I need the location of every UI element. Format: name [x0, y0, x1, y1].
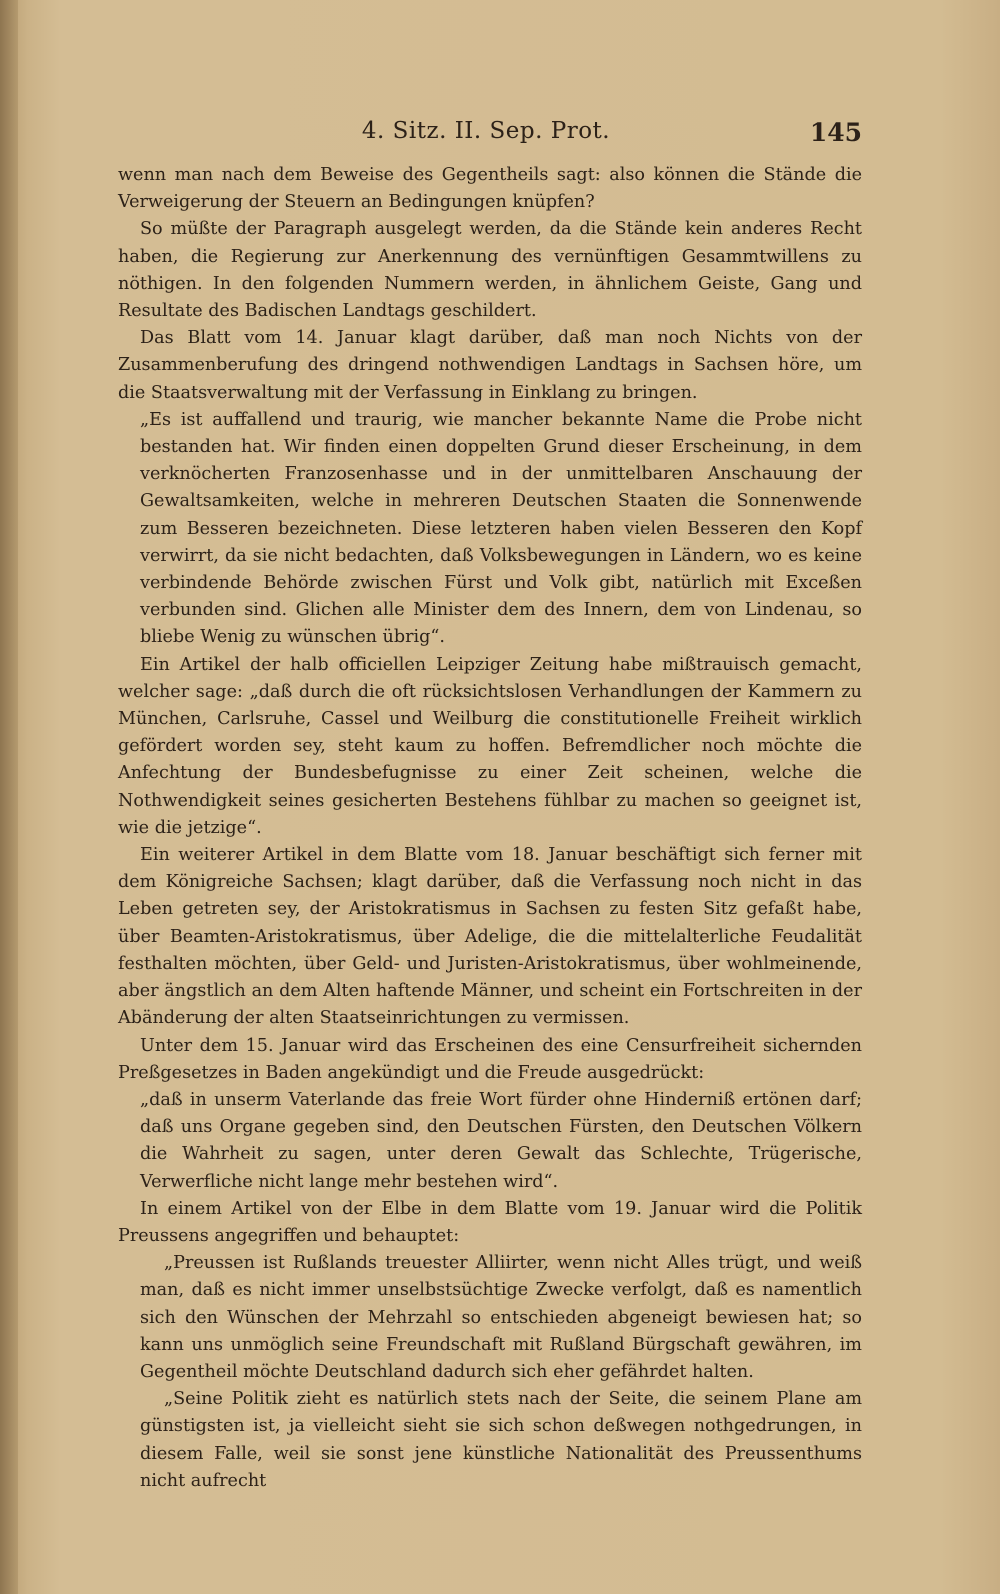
quotation-block: „Preussen ist Rußlands treuester Alliirter, wenn nicht Alles trügt, und weiß man, daß es nicht immer unselbstsüchtige Zwecke verfolgt, daß es namentlich sich den Wünschen der Mehrzahl so entschieden abgeneigt bewiesen hat; so kann uns unmöglich seine Freundschaft mit Rußland Bürgschaft gewähren, im Gegentheil möchte Deutschland dadurch sich eher gefährdet halten.: [140, 1253, 862, 1382]
page-body: [118, 162, 862, 1495]
quotation-block: „Seine Politik zieht es natürlich stets nach der Seite, die seinem Plane am günstigsten ist, ja vielleicht sieht sie sich schon deßwegen nothgedrungen, in diesem Falle, weil sie sonst jene künstliche Nationalität des Preussenthums nicht aufrecht: [140, 1389, 862, 1491]
paragraph: In einem Artikel von der Elbe in dem Blatte vom 19. Januar wird die Politik Preussens angegriffen und behauptet:: [118, 1198, 862, 1246]
paragraph: So müßte der Paragraph ausgelegt werden, da die Stände kein anderes Recht haben, die Regierung zur Anerkennung des vernünftigen Gesammtwillens zu nöthigen. In den folgenden Nummern werden, in ähnlichem Geiste, Gang und Resultate des Badischen Landtags geschildert.: [118, 219, 862, 322]
paragraph-continuation: wenn man nach dem Beweise des Gegentheils sagt: also können die Stände die Verweigerung der Steuern an Bedingungen knüpfen?: [118, 165, 862, 213]
paragraph: Das Blatt vom 14. Januar klagt darüber, daß man noch Nichts von der Zusammenberufung des dringend nothwendigen Landtags in Sachsen höre, um die Staatsverwaltung mit der Verfassung in Einklang zu bringen.: [118, 328, 862, 403]
quotation-block: „daß in unserm Vaterlande das freie Wort fürder ohne Hinderniß ertönen darf; daß uns Organe gegeben sind, den Deutschen Fürsten, den Deutschen Völkern die Wahrheit zu sagen, unter deren Gewalt das Schlechte, Trügerische, Verwerfliche nicht lange mehr bestehen wird“.: [140, 1089, 862, 1192]
paragraph: Unter dem 15. Januar wird das Erscheinen des eine Censurfreiheit sichernden Preßgesetzes in Baden angekündigt und die Freude ausgedrückt:: [118, 1035, 862, 1083]
page-number: 145: [809, 118, 862, 147]
running-head: 4. Sitz. II. Sep. Prot.: [361, 118, 611, 144]
page-header: [110, 118, 862, 152]
paragraph: Ein weiterer Artikel in dem Blatte vom 18. Januar beschäftigt sich ferner mit dem Königreiche Sachsen; klagt darüber, daß die Verfassung noch nicht in das Leben getreten sey, der Aristokratismus in Sachsen zu festen Sitz gefaßt habe, über Beamten-Aristokratismus, über Adelige, die die mittelalterliche Feudalität festhalten möchten, über Geld- und Juristen-Aristokratismus, über wohlmeinende, aber ängstlich an dem Alten haftende Männer, und scheint ein Fortschreiten in der Abänderung der alten Staatseinrichtungen zu vermissen.: [118, 845, 862, 1029]
quotation-block: „Es ist auffallend und traurig, wie mancher bekannte Name die Probe nicht bestanden hat. Wir finden einen doppelten Grund dieser Erscheinung, in dem verknöcherten Franzosenhasse und in der unmittelbaren Anschauung der Gewaltsamkeiten, welche in mehreren Deutschen Staaten die Sonnenwende zum Besseren bezeichneten. Diese letzteren haben vielen Besseren den Kopf verwirrt, da sie nicht bedachten, daß Volksbewegungen in Ländern, wo es keine verbindende Behörde zwischen Fürst und Volk gibt, natürlich mit Exceßen verbunden sind. Glichen alle Minister dem des Innern, dem von Lindenau, so bliebe Wenig zu wünschen übrig“.: [140, 409, 862, 648]
paragraph: Ein Artikel der halb officiellen Leipziger Zeitung habe mißtrauisch gemacht, welcher sage: „daß durch die oft rücksichtslosen Verhandlungen der Kammern zu München, Carlsruhe, Cassel und Weilburg die constitutionelle Freiheit wirklich gefördert worden sey, steht kaum zu hoffen. Befremdlicher noch möchte die Anfechtung der Bundesbefugnisse zu einer Zeit scheinen, welche die Nothwendigkeit seines gesicherten Bestehens fühlbar zu machen so geeignet ist, wie die jetzige“.: [118, 654, 862, 838]
